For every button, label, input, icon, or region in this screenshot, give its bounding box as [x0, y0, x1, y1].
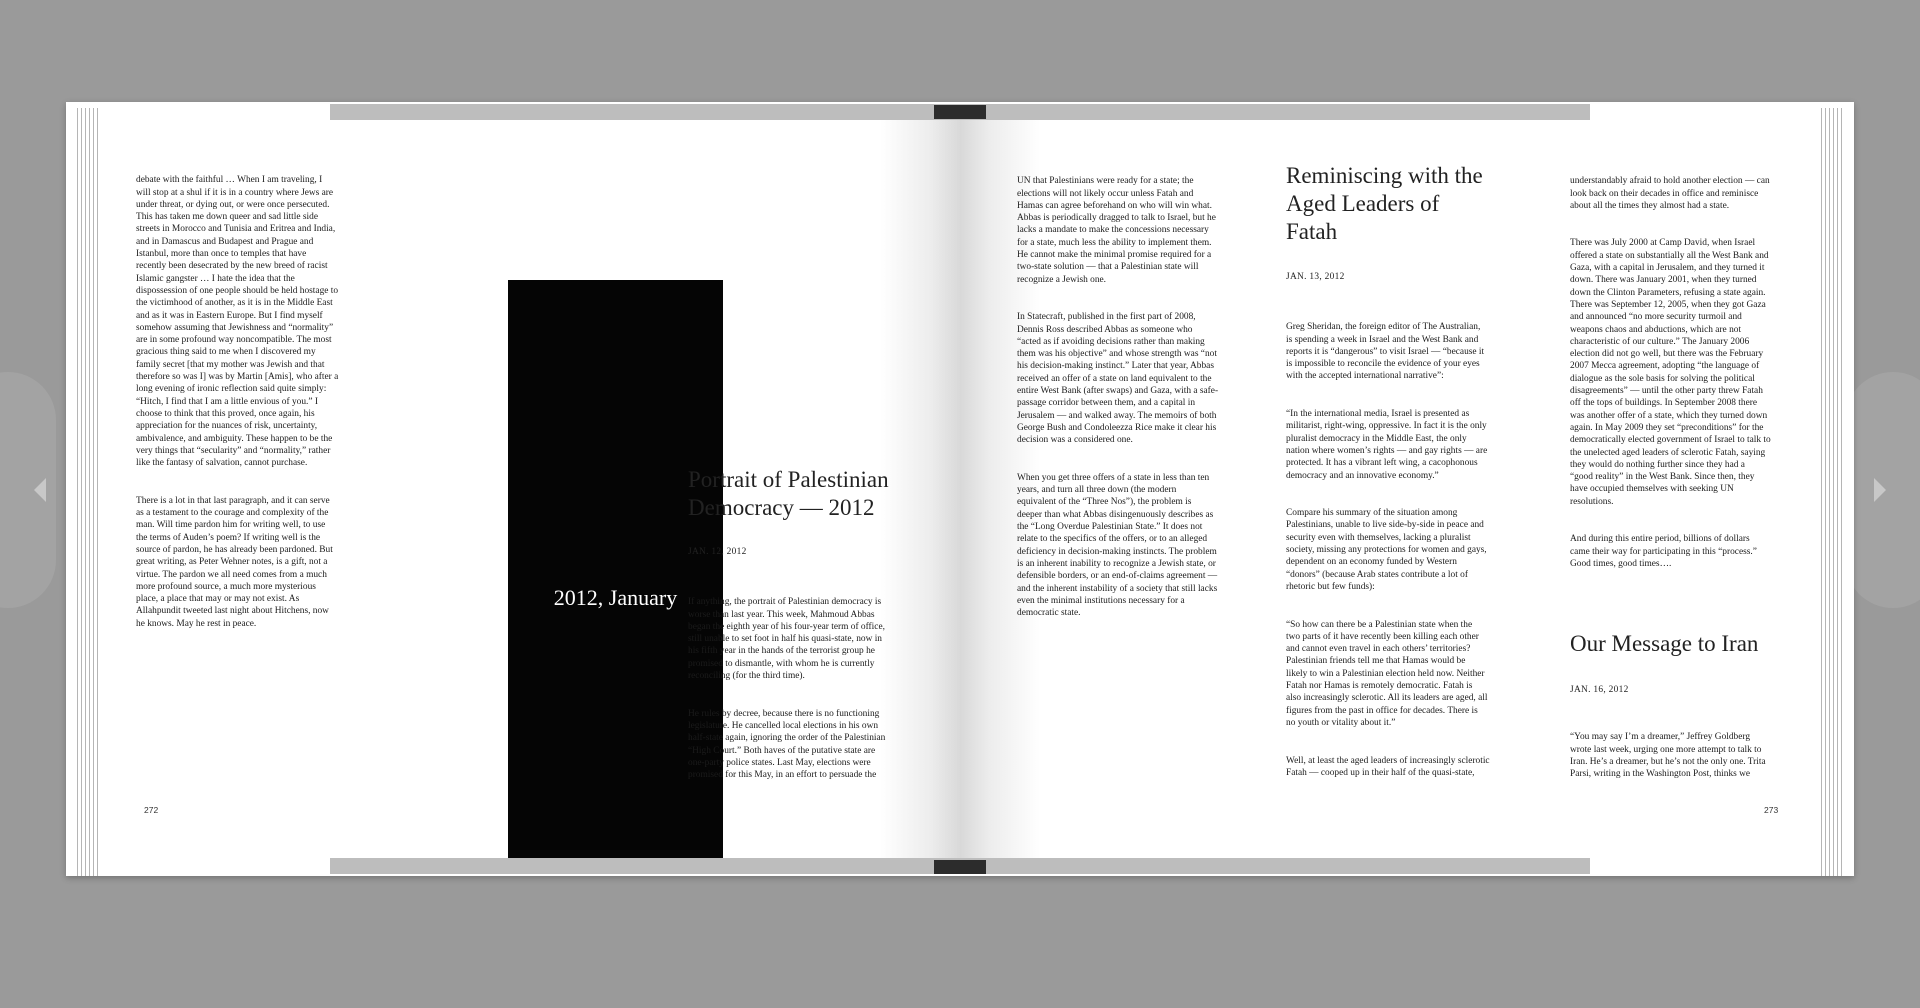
paragraph: If anything, the portrait of Palestinian democracy is worse than last year. This week, Mahmoud Abbas began the eighth year of his four-year term of office, still unable to set foot in half his quasi-state, now in his fifth year in the hands of the terrorist group he promised to dismantle, with whom he is currently reconciling (for the third time). [688, 597, 885, 682]
right-page[interactable] [960, 120, 1820, 858]
article-heading: Portrait of Palestinian Democracy — 2012 [688, 467, 889, 520]
paragraph: There was July 2000 at Camp David, when Israel offered a state on substantially all the West Bank and Gaza, with a capital in Jerusalem, and they turned it down. There was January 2001, when they turned down the Clinton Parameters, refusing a state again. There was September 12, 2005, when they got Gaza and announced “no more security turmoil and weapons chaos and abductions, which are not characteristic of our culture.” The January 2006 election did not go well, but there was the February 2007 Mecca agreement, adopting “the language of dialogue as the sole basis for solving the political disagreements” — until the other party threw Fatah off the tops of buildings. In September 2008 there was another offer of a state, which they turned down again. In May 2009 they set “preconditions” for the democratically elected government of Israel to talk to the unelected aged leaders of sclerotic Fatah, saying they would do nothing further since they had a “good reality” in the West Bank. Since then, they have occupied themselves with seeking UN resolutions. [1570, 238, 1771, 507]
paragraph: Compare his summary of the situation among Palestinians, unable to live side-by-side in peace and security even with themselves, lacking a pluralist society, missing any protections for women and gays, dependent on an economy funded by Western “donors” (because Arab states contribute a lot of rhetoric but few funds): [1286, 508, 1487, 592]
paragraph: In Statecraft, published in the first part of 2008, Dennis Ross described Abbas as someone who “acted as if avoiding decisions rather than making them was his objective” and whose strength was “not his decision-making instinct.” Later that year, Abbas received an offer of a state on land equivalent to the entire West Bank (after swaps) and Gaza, with a safe- passage corridor between them, and a capital in Jerusalem — and walked away. The memoirs of both George Bush and Condoleezza Rice make it clear his decision was a considered one. [1017, 312, 1219, 446]
paragraph: understandably afraid to hold another election — can look back on their decades in office and reminisce about all the times they almost had a state. [1570, 176, 1770, 211]
spine-cap-top [934, 105, 986, 119]
paragraph: debate with the faithful … When I am traveling, I will stop at a shul if it is in a country where Jews are under threat, or dying out, or were once persecuted. This has taken me down queer and sad little side streets in Morocco and Tunisia and Eritrea and India, and in Damascus and Budapest and Prague and Istanbul, more than once to temples that have recently been desecrated by the new breed of racist Islamic gangster … I hate the idea that the dispossession of one people should be held hostage to the victimhood of another, as it is in the Middle East and as it was in Eastern Europe. But I find myself somehow assuming that Jewishness and “normality” are in some profound way noncompatible. The most gracious thing said to me when I discovered my family secret [that my mother was Jewish and that therefore so was I] was by Martin [Amis], who after a long evening of ironic reflection said quite simply: “Hitch, I find that I am a little envious of you.” I choose to think that this proved, once again, his appreciation for the nuances of risk, uncertainty, ambivalence, and ambiguity. These happen to be the very things that “secularity” and “normality,” rather like the fantasy of salvation, cannot purchase. [136, 175, 339, 469]
paragraph: “In the international media, Israel is presented as militarist, right-wing, oppressive. In fact it is the only pluralist democracy in the Middle East, the only nation where women’s rights — and gay rights — are protected. It has a vibrant left wing, a cacophonous democracy and an innovative economy.” [1286, 409, 1488, 481]
article-date: JAN. 12, 2012 [688, 547, 747, 557]
section-title: 2012, January [553, 585, 678, 610]
paragraph: Well, at least the aged leaders of increasingly sclerotic Fatah — cooped up in their half of the quasi-state, [1286, 755, 1490, 778]
right-page-column-3 [1570, 163, 1800, 596]
left-page-column-3 [688, 584, 918, 807]
paragraph: “So how can there be a Palestinian state when the two parts of it have recently been killing each other and cannot even travel in each others’ territories? Palestinian friends tell me that Hamas would be likely to win a Palestinian election held now. Neither Fatah nor Hamas is remotely democratic. Fatah is also increasingly sclerotic. All its leaders are aged, all figures from the past in office for decades. There is no youth or vitality about it.” [1286, 619, 1488, 728]
right-page-column-2 [1286, 309, 1516, 804]
paragraph: “You may say I’m a dreamer,” Jeffrey Goldberg wrote last week, urging one more attempt to talk to Iran. He’s a dreamer, but he’s not the only one. Trita Parsi, writing in the Washington Post, thinks we [1570, 732, 1766, 780]
article-heading: Our Message to Iran [1570, 631, 1759, 656]
left-page[interactable] [100, 120, 960, 858]
page-number: 272 [144, 805, 159, 815]
previous-page-arrow-icon[interactable] [34, 478, 46, 502]
paragraph: And during this entire period, billions of dollars came their way for participating in this “process.” Good times, good times…. [1570, 534, 1757, 569]
article-date: JAN. 16, 2012 [1570, 685, 1629, 695]
paragraph: UN that Palestinians were ready for a state; the elections will not likely occur unless Fatah and Hamas can agree beforehand on who will win what. Abbas is periodically dragged to talk to Israel, but he lacks a mandate to make the concessions necessary for a state, much less the ability to implement them. He cannot make the minimal promise required for a two-state solution — that a Palestinian state will recognize a Jewish one. [1017, 176, 1216, 285]
spine-cap-bottom [934, 860, 986, 874]
paragraph: When you get three offers of a state in less than ten years, and turn all three down (the modern equivalent of the “Three Nos”), the problem is deeper than what Abbas disingenuously describes as the “Long Overdue Palestinian State.” It does not relate to the specifics of the offers, or to an alleged deficiency in decision-making instincts. The problem is an inherent inability to recognize a Jewish state, or defensible borders, or an end-of-claims agreement — and the inherent instability of a society that still lacks even the minimal institutions necessary for a democratic state. [1017, 472, 1218, 619]
right-page-column-3-tail [1570, 719, 1800, 806]
paragraph: There is a lot in that last paragraph, and it can serve as a testament to the courage and complexity of the man. Will time pardon him for writing well, to use the terms of Auden’s poem? If writing well is the source of pardon, he has already been pardoned. But great writing, as Peter Wehner notes, is a gift, not a virtue. The pardon we all need comes from a much more profound source, a much more mysterious place, a place that may or may not exist. As Allahpundit tweeted last night about Hitchens, now he knows. May he rest in peace. [136, 495, 333, 629]
article-heading: Reminiscing with the Aged Leaders of Fatah [1286, 163, 1483, 244]
next-page-arrow-icon[interactable] [1874, 478, 1886, 502]
right-page-stack [1818, 108, 1844, 876]
previous-page-tab[interactable] [0, 372, 56, 608]
page-number: 273 [1764, 805, 1779, 815]
paragraph: He rules by decree, because there is no functioning legislature. He cancelled local elections in his own half-state again, ignoring the order of the Palestinian “High Court.” Both haves of the putative state are one-party police states. Last May, elections were promised for this May, in an effort to persuade the [688, 708, 886, 781]
left-page-stack [74, 108, 100, 876]
article-date: JAN. 13, 2012 [1286, 272, 1345, 282]
paragraph: Greg Sheridan, the foreign editor of The Australian, is spending a week in Israel and the West Bank and reports it is “dangerous” to visit Israel — “because it is impossible to reconcile the evidence of your eyes with the accepted international narrative”: [1286, 322, 1485, 382]
left-page-column-1 [136, 162, 354, 655]
right-page-column-1 [1017, 163, 1247, 645]
